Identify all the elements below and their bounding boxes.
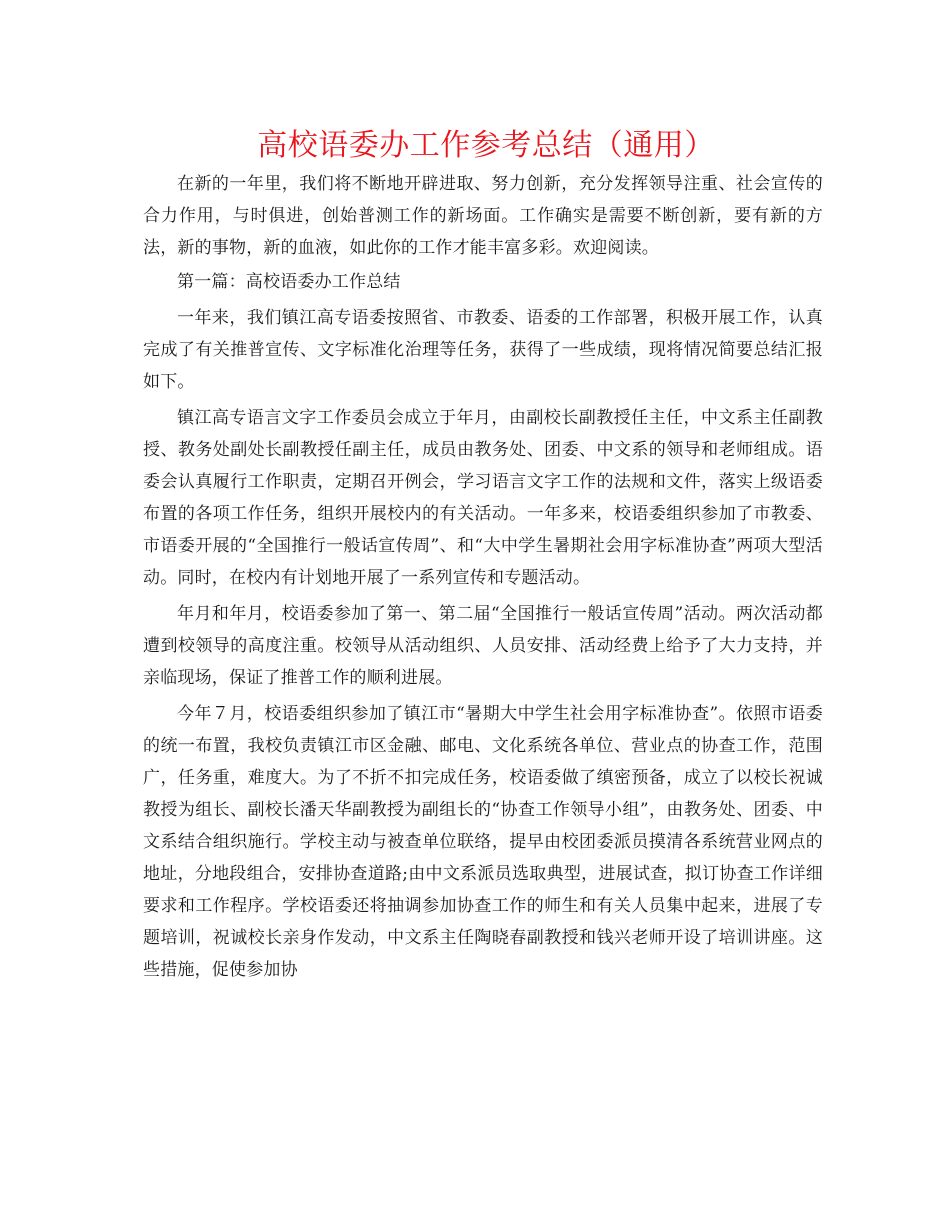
body-paragraph: 今年７月，校语委组织参加了镇江市“暑期大中学生社会用字标准协查”。依照市语委的统一布置，我校负责镇江市区金融、邮电、文化系统各单位、营业点的协查工作，范围广，任务重，难度大。为了不折不扣完成任务，校语委做了缜密预备，成立了以校长祝诚教授为组长、副校长潘天华副教授为副组长的“协查工作领导小组”，由教务处、团委、中文系结合组织施行。学校主动与被查单位联络，提早由校团委派员摸清各系统营业网点的地址，分地段组合，安排协查道路;由中文系派员选取典型，进展试查，拟订协查工作详细要求和工作程序。学校语委还将抽调参加协查工作的师生和有关人员集中起来，进展了专题培训，祝诚校长亲身作发动，中文系主任陶晓春副教授和钱兴老师开设了培训讲座。这些措施，促使参加协 [143,704,823,980]
document-page [143,124,823,986]
document-body [143,168,823,986]
body-paragraph: 年月和年月，校语委参加了第一、第二届“全国推行一般话宣传周”活动。两次活动都遭到校领导的高度注重。校领导从活动组织、人员安排、活动经费上给予了大力支持，并亲临现场，保证了推普工作的顺利进展。 [143,604,823,688]
section-heading: 第一篇：高校语委办工作总结 [177,272,401,292]
body-paragraph: 一年来，我们镇江高专语委按照省、市教委、语委的工作部署，积极开展工作，认真完成了有关推普宣传、文字标准化治理等任务，获得了一些成绩，现将情况简要总结汇报如下。 [143,308,823,392]
intro-paragraph: 在新的一年里，我们将不断地开辟进取、努力创新，充分发挥领导注重、社会宣传的合力作用，与时俱进，创始普测工作的新场面。工作确实是需要不断创新，要有新的方法，新的事物，新的血液，如此你的工作才能丰富多彩。欢迎阅读。 [143,174,823,258]
body-paragraph: 镇江高专语言文字工作委员会成立于年月，由副校长副教授任主任，中文系主任副教授、教务处副处长副教授任副主任，成员由教务处、团委、中文系的领导和老师组成。语委会认真履行工作职责，定期召开例会，学习语言文字工作的法规和文件，落实上级语委布置的各项工作任务，组织开展校内的有关活动。一年多来，校语委组织参加了市教委、市语委开展的“全国推行一般话宣传周”、和“大中学生暑期社会用字标准协查”两项大型活动。同时，在校内有计划地开展了一系列宣传和专题活动。 [143,408,823,588]
document-title: 高校语委办工作参考总结（通用） [257,128,715,163]
